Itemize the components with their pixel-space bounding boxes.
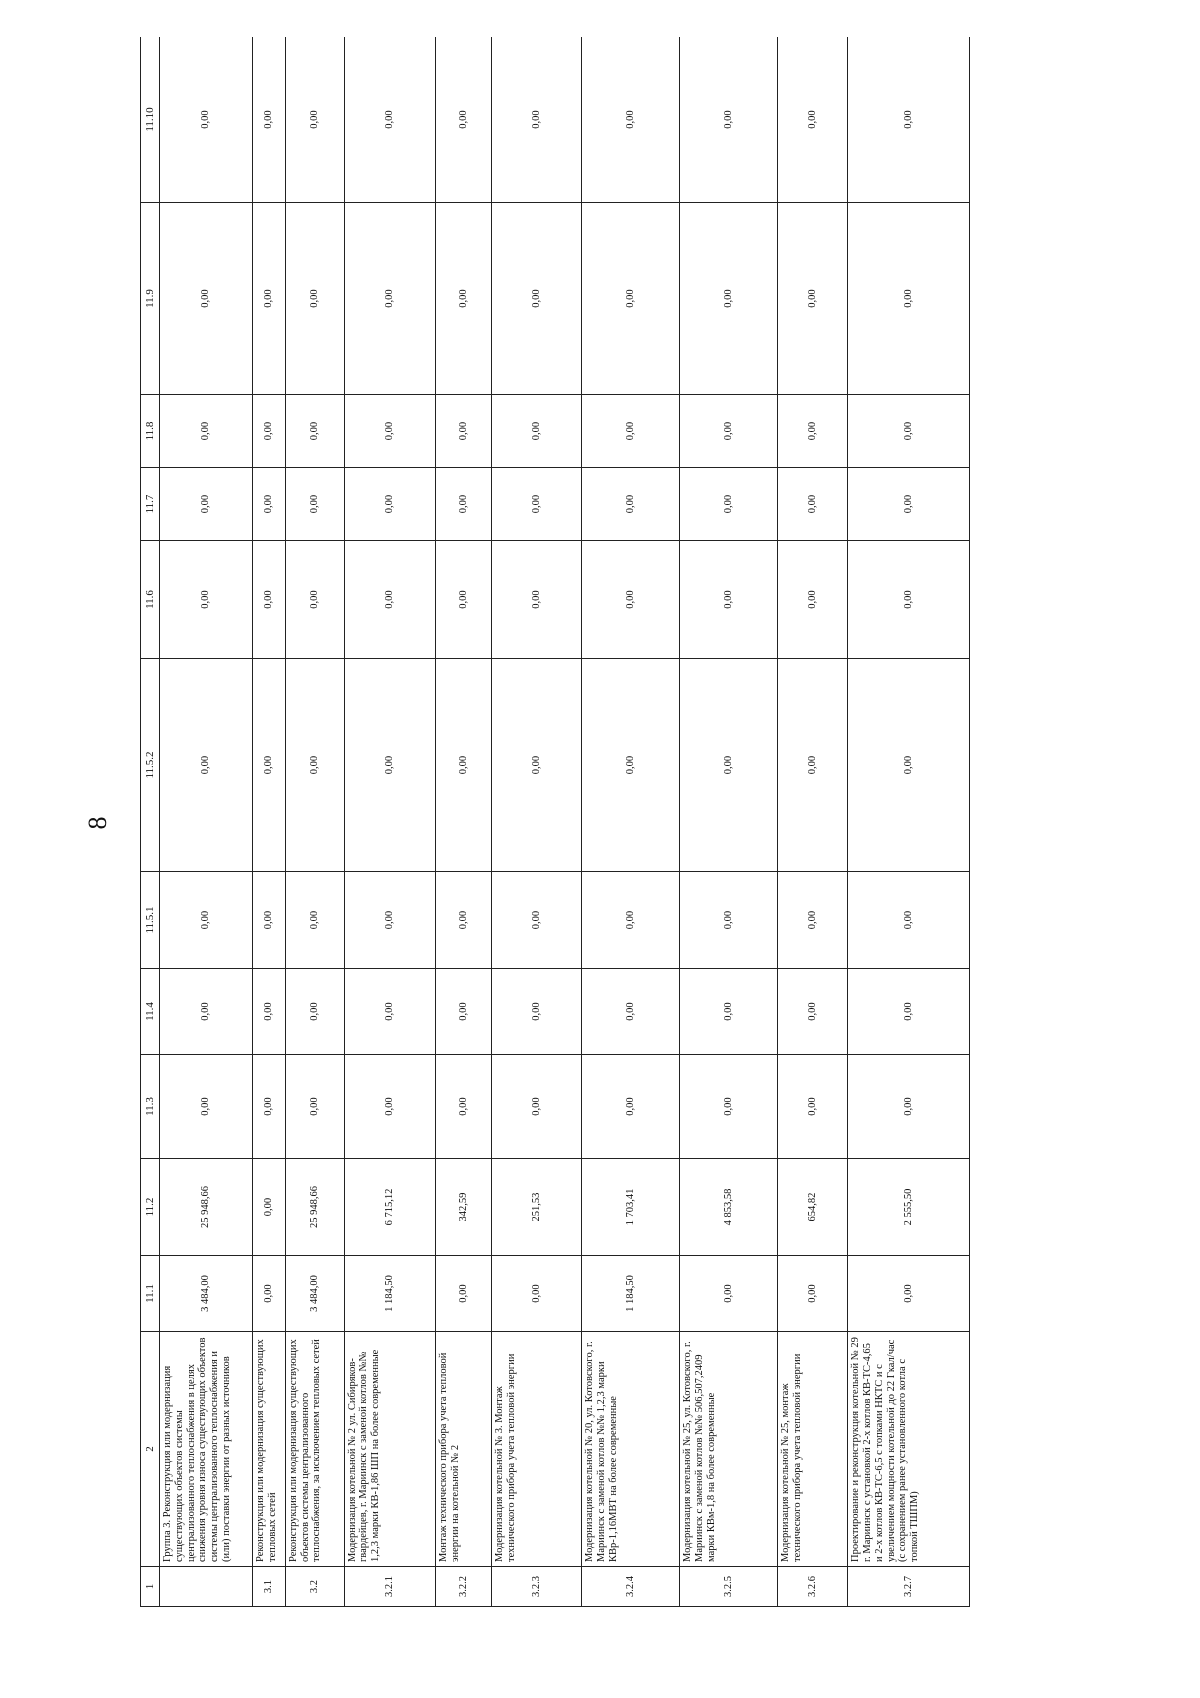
cell-value: 0,00 — [435, 1256, 491, 1332]
cell-value: 0,00 — [777, 1256, 848, 1332]
cell-value: 0,00 — [777, 1055, 848, 1159]
cell-value: 0,00 — [848, 468, 970, 541]
cell-value: 0,00 — [680, 1256, 778, 1332]
col-header: 2 — [141, 1332, 160, 1567]
cell-value: 0,00 — [492, 1055, 582, 1159]
cell-value: 0,00 — [253, 37, 286, 203]
cell-value: 0,00 — [435, 541, 491, 659]
cell-value: 0,00 — [344, 468, 435, 541]
table-row-3-2-1 — [344, 37, 435, 1607]
cell-value: 0,00 — [680, 468, 778, 541]
cell-value: 0,00 — [777, 37, 848, 203]
cell-value: 25 948,66 — [285, 1159, 344, 1256]
cell-value: 0,00 — [582, 659, 680, 872]
row-name: Модернизация котельной № 2 ул. Сибиряков-гвардейцев, г. Мариинск с заменой котлов №№ 1,2,3 марки КВ-1,86 ШП на более современные — [344, 1332, 435, 1567]
table-row-3-2-7 — [848, 37, 970, 1607]
cell-value: 3 484,00 — [160, 1256, 253, 1332]
cell-value: 0,00 — [848, 969, 970, 1055]
cell-value: 0,00 — [285, 872, 344, 969]
cell-value: 0,00 — [285, 1055, 344, 1159]
row-name: Реконструкция или модернизация существующих тепловых сетей — [253, 1332, 286, 1567]
cell-value: 0,00 — [160, 203, 253, 395]
col-header: 11.5.1 — [141, 872, 160, 969]
cell-value: 0,00 — [435, 1055, 491, 1159]
cell-value: 0,00 — [848, 203, 970, 395]
cell-value: 0,00 — [492, 37, 582, 203]
cell-value: 251,53 — [492, 1159, 582, 1256]
cell-value: 0,00 — [160, 468, 253, 541]
col-header: 11.7 — [141, 468, 160, 541]
col-header: 11.10 — [141, 37, 160, 203]
cell-value: 0,00 — [253, 395, 286, 468]
cell-value: 0,00 — [680, 541, 778, 659]
col-header: 11.6 — [141, 541, 160, 659]
cell-value: 0,00 — [435, 395, 491, 468]
cell-value: 0,00 — [344, 541, 435, 659]
cell-value: 0,00 — [582, 969, 680, 1055]
cell-value: 0,00 — [253, 1159, 286, 1256]
cell-value: 0,00 — [777, 395, 848, 468]
row-number: 3.2.1 — [344, 1567, 435, 1607]
col-header: 11.4 — [141, 969, 160, 1055]
cell-value: 0,00 — [848, 395, 970, 468]
cell-value: 0,00 — [253, 969, 286, 1055]
cell-value: 654,82 — [777, 1159, 848, 1256]
cell-value: 0,00 — [435, 659, 491, 872]
cell-value: 0,00 — [160, 541, 253, 659]
cell-value: 0,00 — [435, 969, 491, 1055]
cell-value: 2 555,50 — [848, 1159, 970, 1256]
cell-value: 0,00 — [492, 1256, 582, 1332]
cell-value: 0,00 — [680, 659, 778, 872]
cell-value: 0,00 — [492, 872, 582, 969]
cell-value: 0,00 — [253, 468, 286, 541]
cell-value: 0,00 — [492, 395, 582, 468]
table-row-3-2 — [285, 37, 344, 1607]
cell-value: 0,00 — [680, 37, 778, 203]
row-name: Группа 3. Реконструкция или модернизация существующих объектов системы централизованного теплоснабжения в целях снижения уровня износа существующих объектов системы централизованного теплоснабжения и (или) поставки энергии от разных источников — [160, 1332, 253, 1567]
cell-value: 1 184,50 — [344, 1256, 435, 1332]
cell-value: 0,00 — [253, 541, 286, 659]
cell-value: 0,00 — [344, 969, 435, 1055]
cell-value: 1 184,50 — [582, 1256, 680, 1332]
cell-value: 0,00 — [253, 659, 286, 872]
cell-value: 0,00 — [492, 659, 582, 872]
cell-value: 0,00 — [582, 872, 680, 969]
row-name: Модернизация котельной № 3. Монтаж технического прибора учета тепловой энергии — [492, 1332, 582, 1567]
cell-value: 0,00 — [582, 541, 680, 659]
row-name: Реконструкция или модернизация существующих объектов системы централизованного теплоснабжения, за исключением тепловых сетей — [285, 1332, 344, 1567]
cell-value: 0,00 — [253, 872, 286, 969]
cell-value: 0,00 — [680, 872, 778, 969]
col-header: 11.5.2 — [141, 659, 160, 872]
cell-value: 0,00 — [160, 1055, 253, 1159]
col-header: 11.3 — [141, 1055, 160, 1159]
cell-value: 0,00 — [435, 37, 491, 203]
cell-value: 0,00 — [285, 203, 344, 395]
cell-value: 0,00 — [582, 395, 680, 468]
cell-value: 0,00 — [492, 203, 582, 395]
investment-table — [140, 37, 970, 1607]
cell-value: 0,00 — [848, 872, 970, 969]
rotated-table-frame — [140, 37, 970, 1607]
row-number: 3.2.4 — [582, 1567, 680, 1607]
cell-value: 0,00 — [253, 1256, 286, 1332]
cell-value: 0,00 — [253, 1055, 286, 1159]
table-row-3-2-5 — [680, 37, 778, 1607]
cell-value: 0,00 — [160, 969, 253, 1055]
cell-value: 0,00 — [344, 37, 435, 203]
cell-value: 0,00 — [285, 969, 344, 1055]
table-row-3-2-3 — [492, 37, 582, 1607]
page-number: 8 — [83, 816, 112, 830]
cell-value: 0,00 — [777, 203, 848, 395]
col-header: 11.8 — [141, 395, 160, 468]
cell-value: 0,00 — [344, 1055, 435, 1159]
cell-value: 0,00 — [160, 659, 253, 872]
cell-value: 0,00 — [680, 969, 778, 1055]
cell-value: 0,00 — [253, 203, 286, 395]
row-number: 3.2 — [285, 1567, 344, 1607]
row-number: 3.2.6 — [777, 1567, 848, 1607]
col-header: 1 — [141, 1567, 160, 1607]
row-number: 3.2.7 — [848, 1567, 970, 1607]
cell-value: 0,00 — [435, 872, 491, 969]
row-number: 3.1 — [253, 1567, 286, 1607]
cell-value: 0,00 — [777, 468, 848, 541]
cell-value: 0,00 — [344, 872, 435, 969]
cell-value: 0,00 — [680, 1055, 778, 1159]
table-row-3-2-6 — [777, 37, 848, 1607]
cell-value: 0,00 — [777, 872, 848, 969]
cell-value: 0,00 — [848, 1055, 970, 1159]
cell-value: 0,00 — [285, 659, 344, 872]
row-number: 3.2.5 — [680, 1567, 778, 1607]
cell-value: 25 948,66 — [160, 1159, 253, 1256]
cell-value: 0,00 — [848, 1256, 970, 1332]
cell-value: 0,00 — [435, 468, 491, 541]
col-header: 11.2 — [141, 1159, 160, 1256]
cell-value: 6 715,12 — [344, 1159, 435, 1256]
header-row — [141, 37, 160, 1607]
cell-value: 0,00 — [680, 203, 778, 395]
cell-value: 0,00 — [848, 659, 970, 872]
cell-value: 0,00 — [344, 395, 435, 468]
cell-value: 0,00 — [344, 659, 435, 872]
cell-value: 0,00 — [680, 395, 778, 468]
row-number: 3.2.2 — [435, 1567, 491, 1607]
cell-value: 0,00 — [285, 541, 344, 659]
cell-value: 0,00 — [435, 203, 491, 395]
cell-value: 0,00 — [160, 872, 253, 969]
cell-value: 3 484,00 — [285, 1256, 344, 1332]
cell-value: 0,00 — [285, 395, 344, 468]
cell-value: 0,00 — [344, 203, 435, 395]
col-header: 11.1 — [141, 1256, 160, 1332]
table-row-3-2-2 — [435, 37, 491, 1607]
cell-value: 342,59 — [435, 1159, 491, 1256]
row-name: Монтаж технического прибора учета тепловой энергии на котельной № 2 — [435, 1332, 491, 1567]
row-name: Модернизация котельной № 25, монтаж технического прибора учета тепловой энергии — [777, 1332, 848, 1567]
table-row-3-2-4 — [582, 37, 680, 1607]
cell-value: 4 853,58 — [680, 1159, 778, 1256]
cell-value: 0,00 — [848, 541, 970, 659]
cell-value: 0,00 — [285, 468, 344, 541]
row-number: 3.2.3 — [492, 1567, 582, 1607]
cell-value: 0,00 — [492, 969, 582, 1055]
cell-value: 0,00 — [582, 468, 680, 541]
cell-value: 0,00 — [492, 468, 582, 541]
cell-value: 0,00 — [848, 37, 970, 203]
col-header: 11.9 — [141, 203, 160, 395]
cell-value: 0,00 — [160, 37, 253, 203]
row-name: Модернизация котельной № 25, ул. Котовского, г. Мариинск с заменой котлов №№ 506,507,2409 марки КВм-1,8 на более современные — [680, 1332, 778, 1567]
cell-value: 0,00 — [582, 203, 680, 395]
cell-value: 0,00 — [492, 541, 582, 659]
cell-value: 1 703,41 — [582, 1159, 680, 1256]
cell-value: 0,00 — [777, 659, 848, 872]
cell-value: 0,00 — [777, 969, 848, 1055]
cell-value: 0,00 — [582, 1055, 680, 1159]
row-name: Модернизация котельной № 20, ул. Котовского, г. Мариинск с заменой котлов №№ 1,2,3 марки КВр-1,16МВТ на более современные — [582, 1332, 680, 1567]
row-name: Проектирование и реконструкция котельной № 29 г. Мариинск с установкой 2-х котлов КВ-ТС-4,65 и 2-х котлов КВ-ТС-6,5 с топками НКТС и с увеличением мощности котельной до 22 Гкал/час (с сохранением ранее установленного котла с топкой ТШПМ) — [848, 1332, 970, 1567]
cell-value: 0,00 — [160, 395, 253, 468]
cell-value: 0,00 — [285, 37, 344, 203]
table-row-group-3 — [160, 37, 253, 1607]
cell-value: 0,00 — [582, 37, 680, 203]
table-row-3-1 — [253, 37, 286, 1607]
cell-value: 0,00 — [777, 541, 848, 659]
row-number — [160, 1567, 253, 1607]
